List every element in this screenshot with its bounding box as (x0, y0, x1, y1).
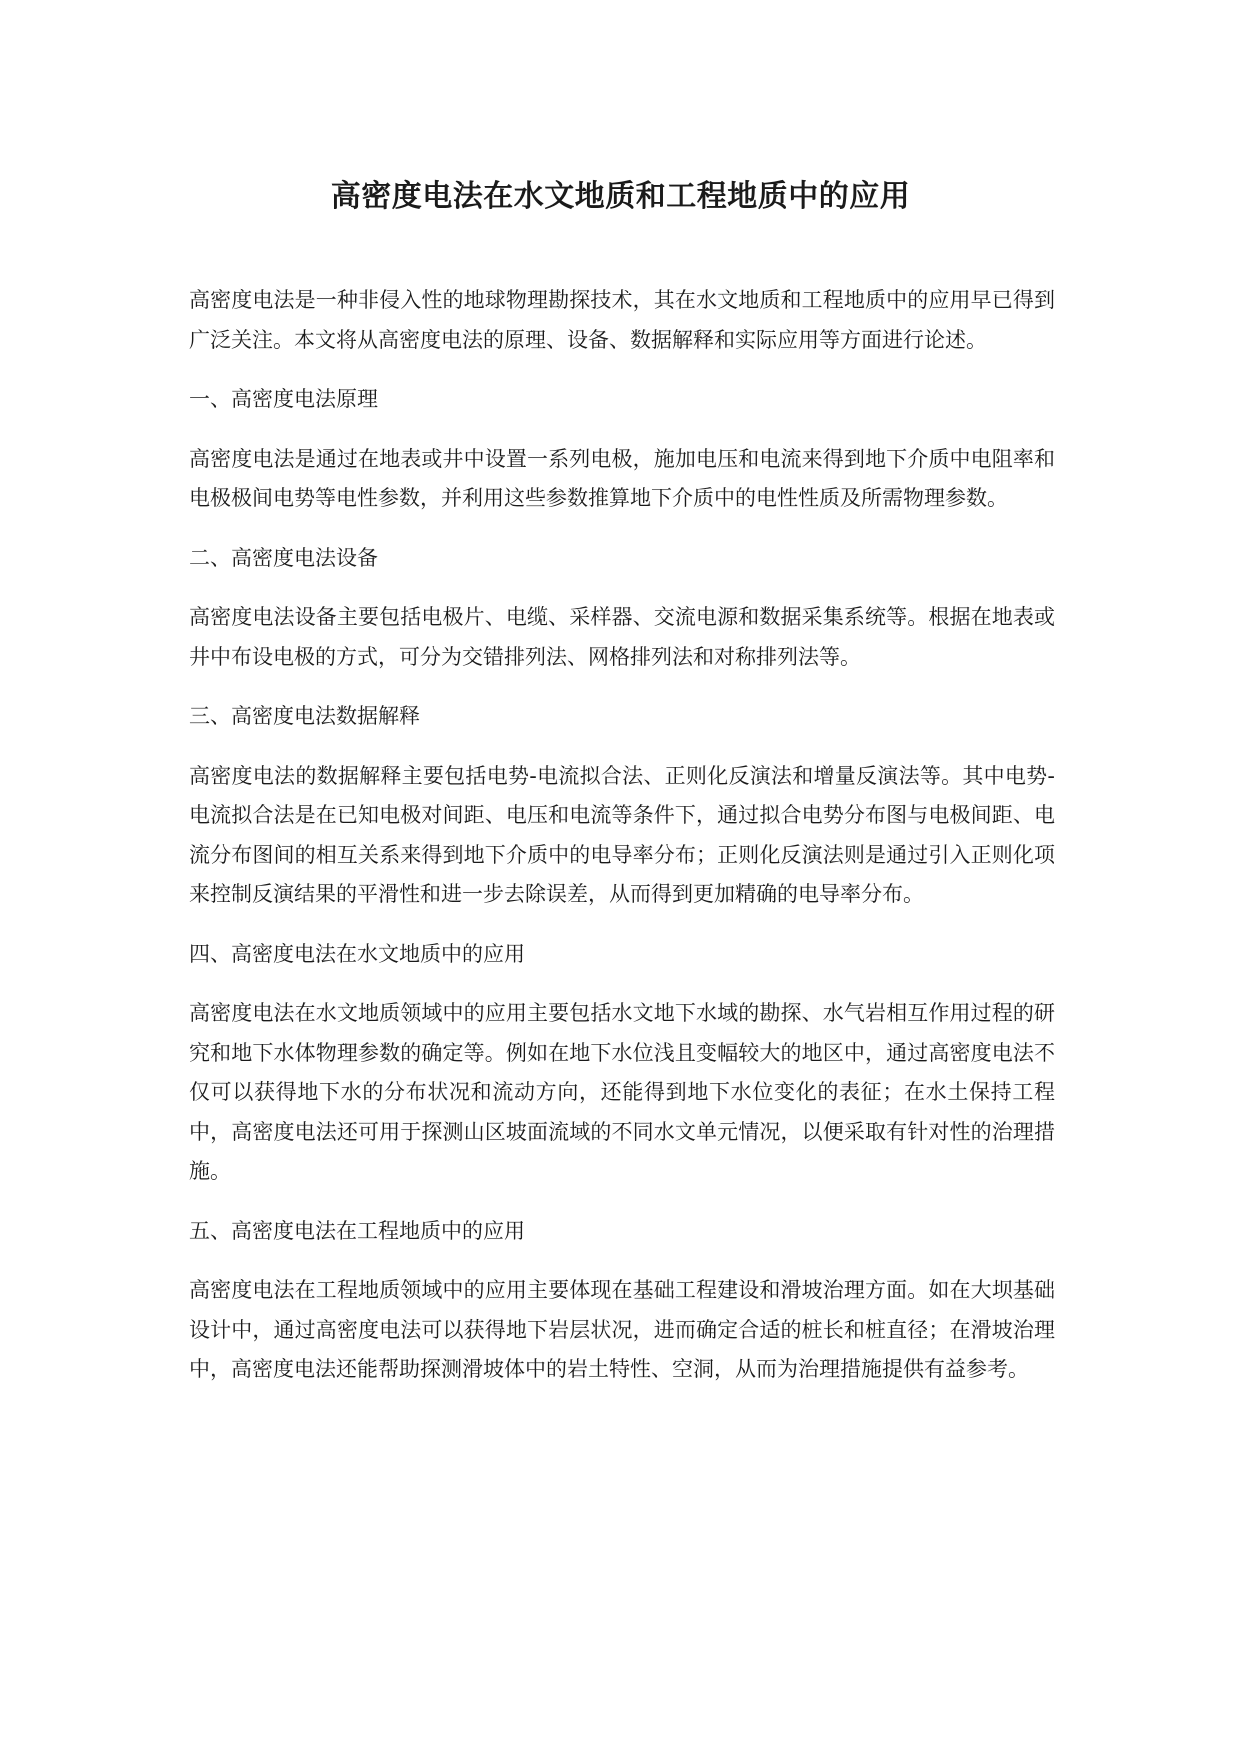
document-body (189, 281, 1055, 1410)
intro-paragraph: 高密度电法是一种非侵入性的地球物理勘探技术，其在水文地质和工程地质中的应用早已得到广泛关注。本文将从高密度电法的原理、设备、数据解释和实际应用等方面进行论述。 (189, 288, 1055, 352)
section-heading-principle: 一、高密度电法原理 (189, 387, 378, 411)
section-heading-equipment: 二、高密度电法设备 (189, 545, 378, 570)
section-body-engineering-geology: 高密度电法在工程地质领域中的应用主要体现在基础工程建设和滑坡治理方面。如在大坝基础设计中，通过高密度电法可以获得地下岩层状况，进而确定合适的桩长和桩直径；在滑坡治理中，高密度电法还能帮助探测滑坡体中的岩土特性、空洞，从而为治理措施提供有益参考。 (189, 1278, 1055, 1381)
section-heading-engineering-geology: 五、高密度电法在工程地质中的应用 (189, 1218, 525, 1243)
section-body-hydrogeology: 高密度电法在水文地质领域中的应用主要包括水文地下水域的勘探、水气岩相互作用过程的研究和地下水体物理参数的确定等。例如在地下水位浅且变幅较大的地区中，通过高密度电法不仅可以获得地下水的分布状况和流动方向，还能得到地下水位变化的表征；在水土保持工程中，高密度电法还可用于探测山区坡面流域的不同水文单元情况，以便采取有针对性的治理措施。 (189, 1001, 1055, 1183)
document-title: 高密度电法在水文地质和工程地质中的应用 (330, 179, 911, 214)
section-body-data-interpretation: 高密度电法的数据解释主要包括电势-电流拟合法、正则化反演法和增量反演法等。其中电势-电流拟合法是在已知电极对间距、电压和电流等条件下，通过拟合电势分布图与电极间距、电流分布图间的相互关系来得到地下介质中的电导率分布；正则化反演法则是通过引入正则化项来控制反演结果的平滑性和进一步去除误差，从而得到更加精确的电导率分布。 (189, 763, 1055, 906)
section-body-equipment: 高密度电法设备主要包括电极片、电缆、采样器、交流电源和数据采集系统等。根据在地表或井中布设电极的方式，可分为交错排列法、网格排列法和对称排列法等。 (189, 605, 1055, 669)
section-body-principle: 高密度电法是通过在地表或井中设置一系列电极，施加电压和电流来得到地下介质中电阻率和电极极间电势等电性参数，并利用这些参数推算地下介质中的电性性质及所需物理参数。 (189, 446, 1055, 510)
section-heading-hydrogeology: 四、高密度电法在水文地质中的应用 (189, 941, 525, 966)
section-heading-data-interpretation: 三、高密度电法数据解释 (189, 704, 420, 728)
